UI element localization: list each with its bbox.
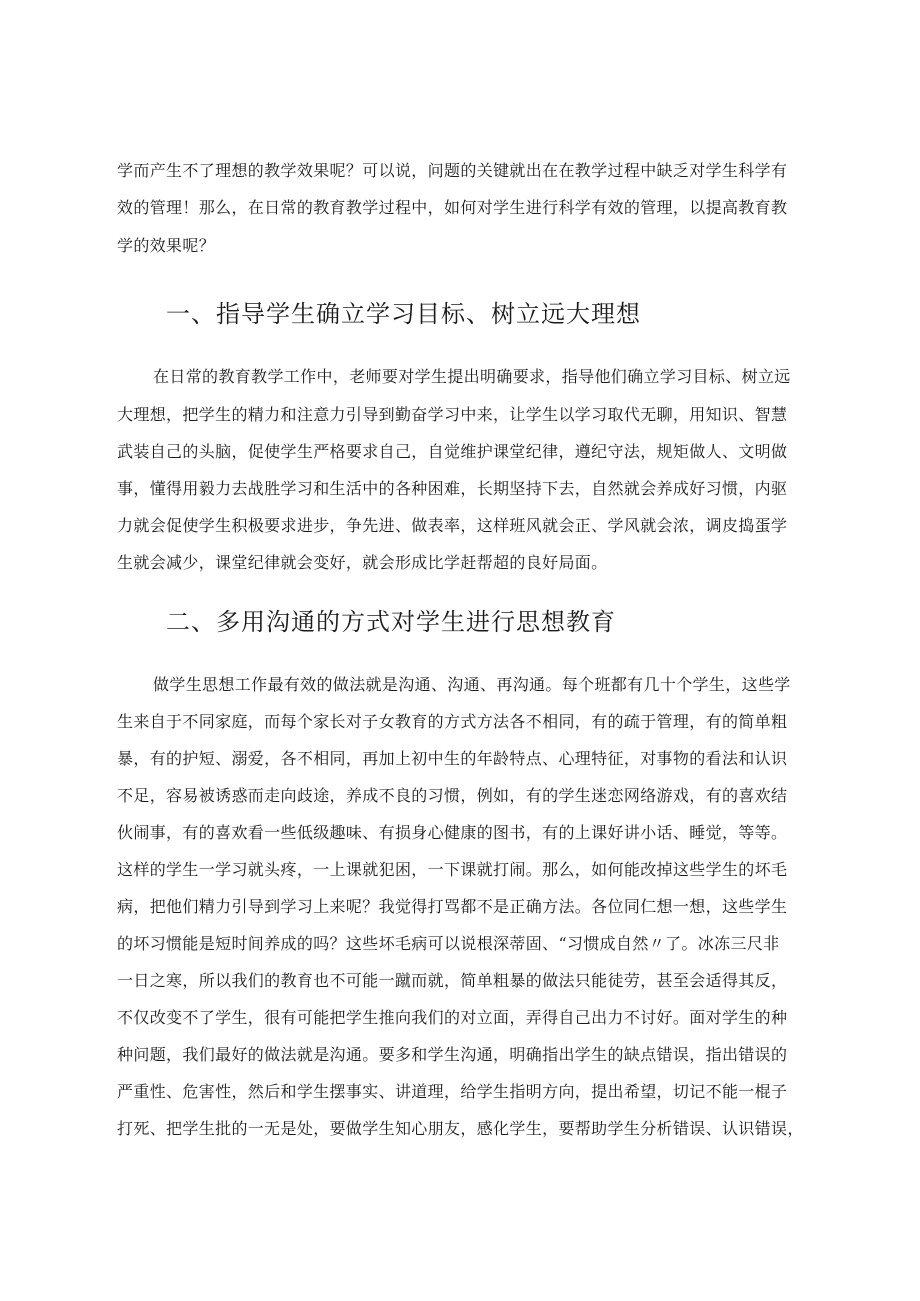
section2-line-7: 病，把他们精力引导到学习上来呢？我觉得打骂都不是正确方法。各位同仁想一想，这些学生 bbox=[117, 897, 788, 916]
section2-line-4: 不足，容易被诱惑而走向歧途，养成不良的习惯，例如，有的学生迷恋网络游戏，有的喜欢结 bbox=[117, 786, 788, 805]
section1-heading: 一、指导学生确立学习目标、树立远大理想 bbox=[166, 300, 641, 328]
section2-line-8: 的坏习惯能是短时间养成的吗？这些坏毛病可以说根深蒂固、“习惯成自然〃了。冰冻三尺非 bbox=[117, 934, 780, 953]
section1-line-1: 在日常的教育教学工作中，老师要对学生提出明确要求，指导他们确立学习目标、树立远 bbox=[153, 367, 791, 386]
section2-line-1: 做学生思想工作最有效的做法就是沟通、沟通、再沟通。每个班都有几十个学生，这些学 bbox=[153, 675, 791, 694]
section2-line-13: 打死、把学生批的一无是处，要做学生知心朋友，感化学生，要帮助学生分析错误、认识错误， bbox=[117, 1119, 804, 1138]
intro-line-3: 学的效果呢？ bbox=[117, 236, 216, 255]
section2-line-2: 生来自于不同家庭，而每个家长对子女教育的方式方法各不相同，有的疏于管理，有的简单粗 bbox=[117, 712, 788, 731]
section2-line-3: 暴，有的护短、溺爱，各不相同，再加上初中生的年龄特点、心理特征，对事物的看法和认识 bbox=[117, 749, 788, 768]
intro-line-2: 效的管理！那么，在日常的教育教学过程中，如何对学生进行科学有效的管理，以提高教育教 bbox=[117, 198, 788, 217]
section2-line-11: 种问题，我们最好的做法就是沟通。要多和学生沟通，明确指出学生的缺点错误，指出错误的 bbox=[117, 1045, 788, 1064]
intro-line-1: 学而产生不了理想的教学效果呢？可以说，问题的关键就出在在教学过程中缺乏对学生科学有 bbox=[117, 161, 788, 180]
section2-line-10: 不仅改变不了学生，很有可能把学生推向我们的对立面，弄得自己出力不讨好。面对学生的种 bbox=[117, 1008, 788, 1027]
section2-line-5: 伙闹事，有的喜欢看一些低级趣味、有损身心健康的图书，有的上课好讲小话、睡觉，等等。 bbox=[117, 823, 788, 842]
section2-line-9: 一日之寒，所以我们的教育也不可能一蹴而就，简单粗暴的做法只能徒劳，甚至会适得其反， bbox=[117, 971, 788, 990]
section2-line-6: 这样的学生一学习就头疼，一上课就犯困，一下课就打闹。那么，如何能改掉这些学生的坏毛 bbox=[117, 860, 788, 879]
section2-heading: 二、多用沟通的方式对学生进行思想教育 bbox=[166, 608, 616, 636]
section1-line-3: 武装自己的头脑，促使学生严格要求自己，自觉维护课堂纪律，遵纪守法，规矩做人、文明做 bbox=[117, 442, 788, 461]
section1-line-6: 生就会减少，课堂纪律就会变好，就会形成比学赶帮超的良好局面。 bbox=[117, 553, 608, 572]
section1-line-2: 大理想，把学生的精力和注意力引导到勤奋学习中来，让学生以学习取代无聊，用知识、智慧 bbox=[117, 405, 788, 424]
section1-line-5: 力就会促使学生积极要求进步，争先进、做表率，这样班风就会正、学风就会浓，调皮捣蛋学 bbox=[117, 516, 788, 535]
section1-line-4: 事，懂得用毅力去战胜学习和生活中的各种困难，长期坚持下去，自然就会养成好习惯，内驱 bbox=[117, 479, 788, 498]
section2-line-12: 严重性、危害性，然后和学生摆事实、讲道理，给学生指明方向，提出希望，切记不能一棍子 bbox=[117, 1082, 788, 1101]
